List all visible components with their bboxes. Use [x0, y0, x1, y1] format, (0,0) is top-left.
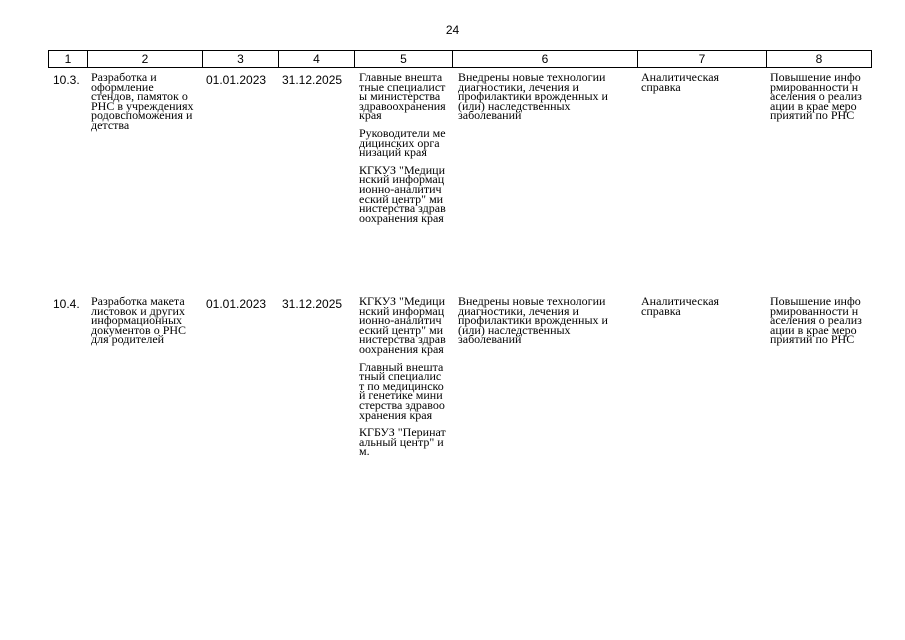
responsible-item: Руководители медицинских организаций края — [359, 125, 446, 160]
row-number: 10.4. — [53, 297, 80, 311]
responsible-list — [359, 294, 446, 465]
header-col-6: 6 — [452, 51, 637, 67]
header-col-2: 2 — [87, 51, 202, 67]
expected-result: Внедрены новые технологии диагностики, лечения и профилактики врожденных и (или) наследственных заболеваний — [458, 294, 608, 347]
start-date: 01.01.2023 — [206, 73, 267, 87]
header-col-1: 1 — [64, 52, 72, 66]
responsible-list — [359, 70, 446, 231]
page-number: 24 — [445, 23, 460, 37]
responsible-item: Главные внештатные специалисты министерства здравоохранения края — [359, 70, 446, 123]
responsible-item: КГБУЗ "Перинатальный центр" им. — [359, 425, 446, 459]
responsible-item: Главный внештатный специалист по медицинской генетике министерства здравоохранения края — [359, 359, 445, 422]
header-col-4: 4 — [278, 51, 354, 67]
report-form: Аналитическая справка — [641, 294, 720, 318]
report-form: Аналитическая справка — [641, 70, 720, 94]
activity-name: Разработка макета листовок и других информационных документов о РНС для родителей — [91, 294, 187, 347]
activity-name: Разработка и оформление стендов, памяток о РНС в учреждениях родовспоможения и детства — [91, 70, 194, 132]
responsible-item: КГКУЗ "Медицинский информационно-аналитический центр" министерства здравоохранения края — [359, 162, 446, 225]
end-date: 31.12.2025 — [282, 297, 343, 311]
expected-effect: Повышение информированности населения о реализации в крае мероприятий по РНС — [770, 294, 862, 347]
header-col-7: 7 — [637, 51, 766, 67]
end-date: 31.12.2025 — [282, 73, 343, 87]
header-col-5: 5 — [354, 51, 452, 67]
table-header — [48, 50, 872, 68]
responsible-item: КГКУЗ "Медицинский информационно-аналитический центр" министерства здравоохранения края — [359, 294, 446, 356]
header-col-3: 3 — [202, 51, 278, 67]
header-col-8: 8 — [766, 51, 871, 67]
expected-effect: Повышение информированности населения о реализации в крае мероприятий по РНС — [770, 70, 862, 123]
start-date: 01.01.2023 — [206, 297, 267, 311]
row-number: 10.3. — [53, 73, 80, 87]
expected-result: Внедрены новые технологии диагностики, лечения и профилактики врожденных и (или) наследственных заболеваний — [458, 70, 608, 123]
